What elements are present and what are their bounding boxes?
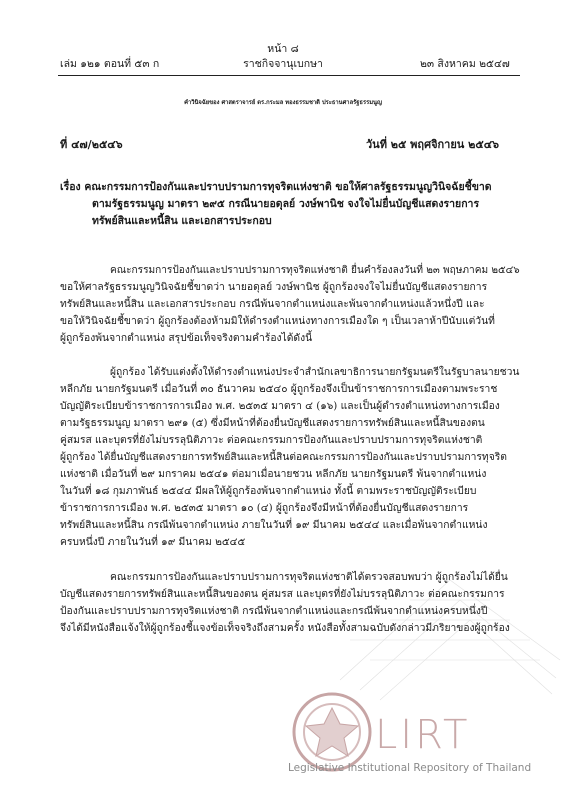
lirt-caption: Legislative Institutional Repository of Thailand <box>288 762 532 774</box>
gazette-name: ราชกิจจานุเบกษา <box>243 58 323 70</box>
volume-number: เล่ม ๑๒๑ ตอนที่ ๕๓ ก <box>60 58 160 70</box>
paragraph-line: ผู้ถูกร้องพ้นจากตำแหน่ง สรุปข้อเท็จจริงตามคำร้องได้ดังนี้ <box>60 332 313 344</box>
paragraph-line: จึงได้มีหนังสือแจ้งให้ผู้ถูกร้องชี้แจงข้อเท็จจริงถึงสามครั้ง หนังสือทั้งสามฉบับดังกล่าวมีภริยาของผู้ถูกร้อง <box>60 622 510 634</box>
paragraph-line: ผู้ถูกร้อง ได้ยื่นบัญชีแสดงรายการทรัพย์สินและหนี้สินต่อคณะกรรมการป้องกันและปราบปรามการทุจริต <box>60 451 507 463</box>
paragraph-line: ตามรัฐธรรมนูญ มาตรา ๒๙๑ (๕) ซึ่งมีหน้าที่ต้องยื่นบัญชีแสดงรายการทรัพย์สินและหนี้สินของตน <box>60 417 485 429</box>
subject-line: ตามรัฐธรรมนูญ มาตรา ๒๙๕ กรณีนายอดุลย์ วงษ์พานิช จงใจไม่ยื่นบัญชีแสดงรายการ <box>92 198 480 210</box>
case-number: ที่ ๔๗/๒๕๔๖ <box>60 138 123 151</box>
header-divider <box>58 75 520 76</box>
paragraph-line: คณะกรรมการป้องกันและปราบปรามการทุจริตแห่งชาติได้ตรวจสอบพบว่า ผู้ถูกร้องไม่ได้ยื่น <box>110 571 508 583</box>
subject-line: เรื่อง คณะกรรมการป้องกันและปราบปรามการทุจริตแห่งชาติ ขอให้ศาลรัฐธรรมนูญวินิจฉัยชี้ขาด <box>60 181 492 193</box>
gazette-date: ๒๓ สิงหาคม ๒๕๔๗ <box>420 58 510 70</box>
paragraph-line: ทรัพย์สินและหนี้สิน และเอกสารประกอบ กรณีพ้นจากตำแหน่งและพ้นจากตำแหน่งแล้วหนึ่งปี และ <box>60 298 485 310</box>
paragraph-line: ในวันที่ ๑๘ กุมภาพันธ์ ๒๕๔๔ มีผลให้ผู้ถูกร้องพ้นจากตำแหน่ง ทั้งนี้ ตามพระราชบัญญัติระเบียบ <box>60 485 477 497</box>
paragraph-line: ข้าราชการการเมือง พ.ศ. ๒๕๓๕ มาตรา ๑๐ (๔) ผู้ถูกร้องจึงมีหน้าที่ต้องยื่นบัญชีแสดงรายการ <box>60 502 469 514</box>
document-title: คำวินิจฉัยของ ศาสตราจารย์ ดร.กระมล ทองธรรมชาติ ประธานศาลรัฐธรรมนูญ <box>184 100 382 106</box>
paragraph-line: ป้องกันและปราบปรามการทุจริตแห่งชาติ กรณีพ้นจากตำแหน่งและกรณีพ้นจากตำแหน่งครบหนึ่งปี <box>60 605 488 617</box>
paragraph-line: คณะกรรมการป้องกันและปราบปรามการทุจริตแห่งชาติ ยื่นคำร้องลงวันที่ ๒๓ พฤษภาคม ๒๕๔๖ <box>110 265 520 276</box>
page-number: หน้า ๘ <box>267 43 299 55</box>
paragraph-line: คู่สมรส และบุตรที่ยังไม่บรรลุนิติภาวะ ต่อคณะกรรมการป้องกันและปราบปรามการทุจริตแห่งชาติ <box>60 434 483 446</box>
paragraph-line: ขอให้วินิจฉัยชี้ขาดว่า ผู้ถูกร้องต้องห้ามมิให้ดำรงตำแหน่งทางการเมืองใด ๆ เป็นเวลาห้าปีนับแต่วันที่ <box>60 315 495 327</box>
subject-line: ทรัพย์สินและหนี้สิน และเอกสารประกอบ <box>92 215 272 227</box>
paragraph-line: หลีกภัย นายกรัฐมนตรี เมื่อวันที่ ๓๐ ธันวาคม ๒๕๔๐ ผู้ถูกร้องจึงเป็นข้าราชการการเมืองตามพระราช <box>60 383 498 395</box>
decision-date: วันที่ ๒๕ พฤศจิกายน ๒๕๔๖ <box>366 138 500 151</box>
paragraph-line: บัญชีแสดงรายการทรัพย์สินและหนี้สินของตน คู่สมรส และบุตรที่ยังไม่บรรลุนิติภาวะ ต่อคณะกรรมการ <box>60 588 505 600</box>
lirt-logo-text: LIRT <box>375 712 471 758</box>
paragraph-line: ผู้ถูกร้อง ได้รับแต่งตั้งให้ดำรงตำแหน่งประจำสำนักเลขาธิการนายกรัฐมนตรีในรัฐบาลนายชวน <box>110 366 520 378</box>
paragraph-line: ทรัพย์สินและหนี้สิน กรณีพ้นจากตำแหน่ง ภายในวันที่ ๑๙ มีนาคม ๒๕๔๔ และเมื่อพ้นจากตำแหน่ง <box>60 519 488 531</box>
paragraph-line: แห่งชาติ เมื่อวันที่ ๒๙ มกราคม ๒๕๔๑ ต่อมาเมื่อนายชวน หลีกภัย นายกรัฐมนตรี พ้นจากตำแหน่ง <box>60 468 487 480</box>
paragraph-line: ครบหนึ่งปี ภายในวันที่ ๑๙ มีนาคม ๒๕๔๕ <box>60 536 246 548</box>
paragraph-line: บัญญัติระเบียบข้าราชการการเมือง พ.ศ. ๒๕๓๕ มาตรา ๔ (๑๖) และเป็นผู้ดำรงตำแหน่งทางการเมือง <box>60 400 500 412</box>
paragraph-line: ขอให้ศาลรัฐธรรมนูญวินิจฉัยชี้ขาดว่า นายอดุลย์ วงษ์พานิช ผู้ถูกร้องจงใจไม่ยื่นบัญชีแสดงรายการ <box>60 281 488 293</box>
